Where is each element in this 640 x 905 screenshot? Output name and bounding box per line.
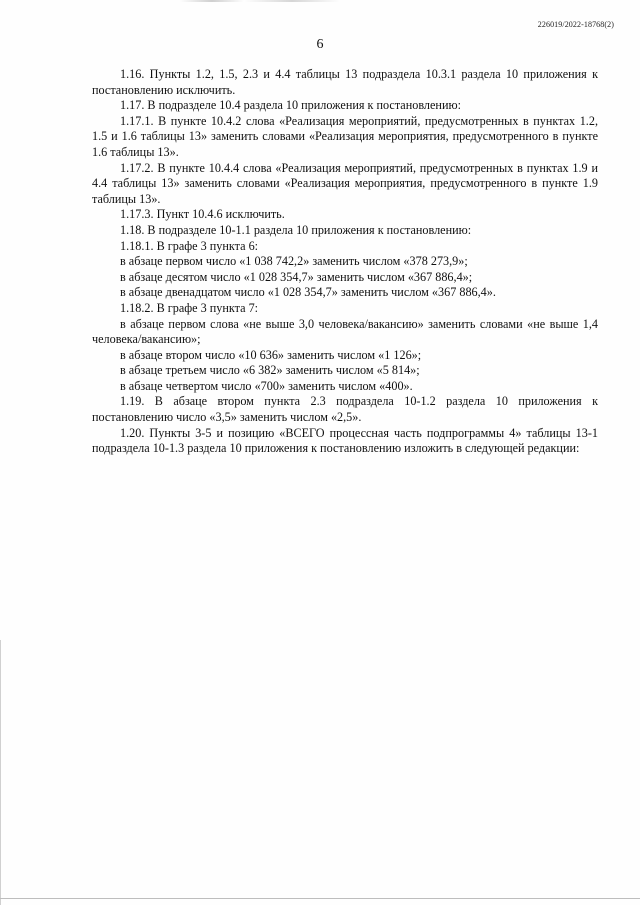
paragraph: в абзаце втором число «10 636» заменить числом «1 126»; xyxy=(120,347,422,362)
paragraph: 1.17.3. Пункт 10.4.6 исключить. xyxy=(120,207,285,222)
paragraph: 1.17.1. В пункте 10.4.2 слова «Реализация мероприятий, предусмотренных в пунктах 1.2, 1.5 и 1.6 таблицы 13» заменить словами «Реализация мероприятия, предусмотренного в пункте 1.6 таблицы 13». xyxy=(92,113,598,159)
document-reference-number: 226019/2022-18768(2) xyxy=(537,20,614,29)
document-body xyxy=(92,67,598,457)
scan-artifact-top xyxy=(180,0,340,2)
paragraph: 1.16. Пункты 1.2, 1.5, 2.3 и 4.4 таблицы 13 подраздела 10.3.1 раздела 10 приложения к постановлению исключить. xyxy=(92,67,598,97)
paragraph: 1.20. Пункты 3-5 и позицию «ВСЕГО процессная часть подпрограммы 4» таблицы 13-1 подраздела 10-1.3 раздела 10 приложения к постановлению изложить в следующей редакции: xyxy=(92,425,598,456)
scan-artifact-left xyxy=(0,640,1,905)
paragraph: в абзаце четвертом число «700» заменить числом «400». xyxy=(120,378,413,393)
paragraph: 1.18.1. В графе 3 пункта 6: xyxy=(120,238,259,253)
paragraph: в абзаце первом слова «не выше 3,0 человека/вакансию» заменить словами «не выше 1,4 человека/вакансию»; xyxy=(92,316,598,347)
page-number: 6 xyxy=(316,37,324,52)
paragraph: в абзаце двенадцатом число «1 028 354,7» заменить числом «367 886,4». xyxy=(120,285,496,300)
paragraph: 1.17. В подразделе 10.4 раздела 10 приложения к постановлению: xyxy=(120,98,461,113)
paragraph: в абзаце третьем число «6 382» заменить числом «5 814»; xyxy=(120,363,420,378)
paragraph: 1.17.2. В пункте 10.4.4 слова «Реализация мероприятий, предусмотренных в пунктах 1.9 и 4.4 таблицы 13» заменить словами «Реализация мероприятия, предусмотренного в пункте 1.9 таблицы 13». xyxy=(92,160,598,206)
paragraph: 1.18. В подразделе 10-1.1 раздела 10 приложения к постановлению: xyxy=(120,222,472,237)
paragraph: в абзаце десятом число «1 028 354,7» заменить числом «367 886,4»; xyxy=(120,269,473,284)
paragraph: в абзаце первом число «1 038 742,2» заменить числом «378 273,9»; xyxy=(120,254,468,269)
scan-artifact-bottom xyxy=(0,898,640,899)
paragraph: 1.19. В абзаце втором пункта 2.3 подраздела 10-1.2 раздела 10 приложения к постановлению число «3,5» заменить числом «2,5». xyxy=(92,394,598,425)
paragraph: 1.18.2. В графе 3 пункта 7: xyxy=(120,300,259,315)
